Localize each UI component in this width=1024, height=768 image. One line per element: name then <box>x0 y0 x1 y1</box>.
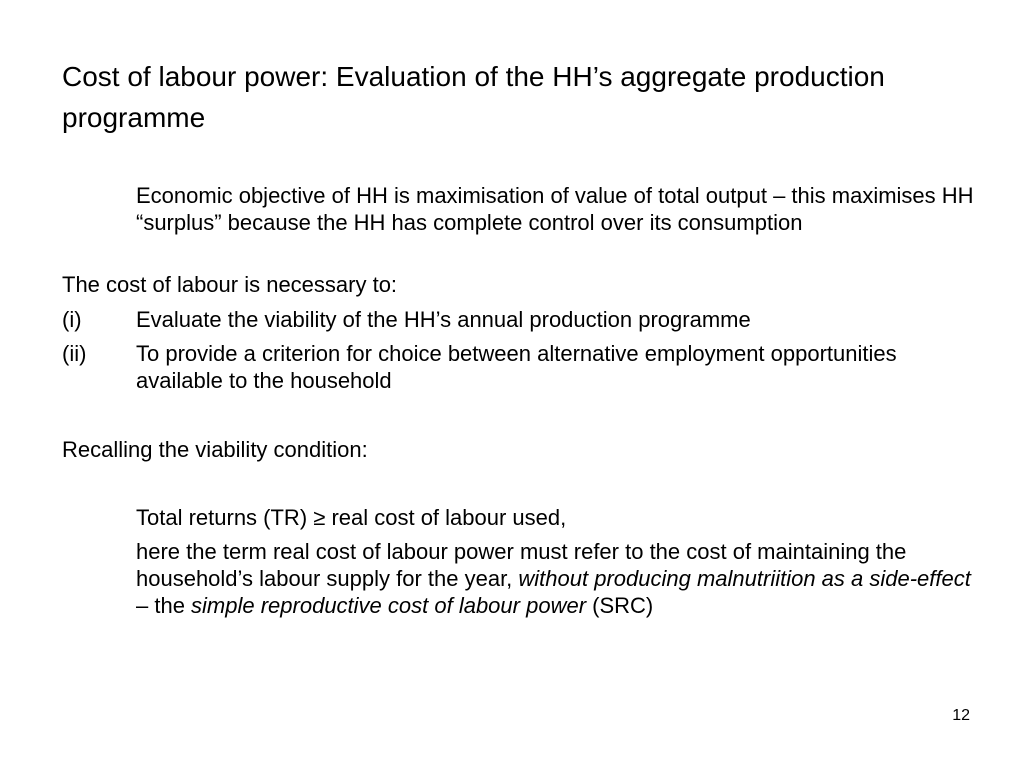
cost-intro-text: The cost of labour is necessary to: <box>62 272 398 297</box>
explanation-italic2: simple reproductive cost of labour power <box>191 593 587 618</box>
explanation-part2: – the <box>136 593 192 618</box>
list-text-i: Evaluate the viability of the HH’s annual production programme <box>136 307 751 332</box>
list-marker-ii: (ii) <box>62 341 87 366</box>
list-text-ii: To provide a criterion for choice between alternative employment opportunities available to the household <box>136 341 897 393</box>
recalling-text: Recalling the viability condition: <box>62 437 368 462</box>
viability-condition: Total returns (TR) ≥ real cost of labour used, <box>136 505 567 530</box>
list-marker-i: (i) <box>62 307 82 332</box>
explanation-part3: (SRC) <box>586 593 654 618</box>
explanation-paragraph <box>136 538 976 619</box>
page-number: 12 <box>952 707 970 724</box>
objective-paragraph: Economic objective of HH is maximisation of value of total output – this maximises HH “surplus” because the HH has complete control over its consumption <box>136 183 974 235</box>
explanation-italic1: without producing malnutriition as a side-effect <box>518 566 971 591</box>
slide-title: Cost of labour power: Evaluation of the HH’s aggregate production programme <box>62 61 885 133</box>
explanation-part1: here the term real cost of labour power must refer to the cost of maintaining the household’s labour supply for the year, <box>136 539 907 591</box>
